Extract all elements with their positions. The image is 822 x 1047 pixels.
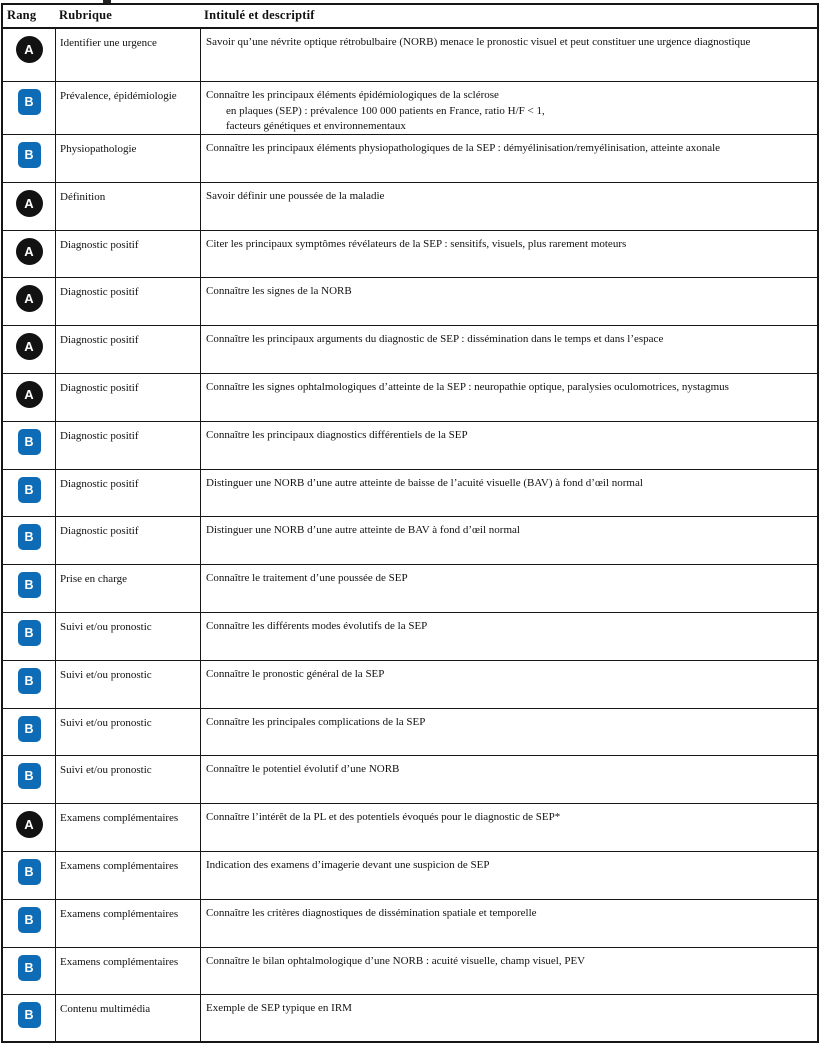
rank-cell bbox=[3, 326, 56, 373]
rubric-cell bbox=[56, 517, 201, 564]
description-cell bbox=[201, 422, 817, 469]
rubric-label: Diagnostic positif bbox=[60, 238, 139, 251]
description-cell bbox=[201, 613, 817, 660]
rubric-cell bbox=[56, 756, 201, 803]
description-line: Distinguer une NORB d’une autre atteinte de baisse de l’acuité visuelle (BAV) à fond d’œil normal bbox=[206, 476, 643, 489]
rank-cell bbox=[3, 183, 56, 230]
description-line: Connaître le potentiel évolutif d’une NORB bbox=[206, 763, 400, 776]
objectives-table bbox=[1, 3, 819, 1043]
rank-badge: B bbox=[18, 620, 41, 646]
rank-cell bbox=[3, 995, 56, 1043]
rubric-cell bbox=[56, 995, 201, 1043]
description-cell bbox=[201, 756, 817, 803]
rubric-cell bbox=[56, 661, 201, 708]
rank-badge: A bbox=[16, 285, 43, 312]
rank-cell bbox=[3, 709, 56, 756]
description-line: Connaître les critères diagnostiques de dissémination spatiale et temporelle bbox=[206, 906, 537, 919]
rank-cell bbox=[3, 948, 56, 995]
table-row bbox=[3, 852, 817, 900]
description-line: Indication des examens d’imagerie devant une suspicion de SEP bbox=[206, 858, 490, 871]
rubric-label: Contenu multimédia bbox=[60, 1003, 151, 1016]
rank-cell bbox=[3, 852, 56, 899]
rank-cell bbox=[3, 231, 56, 278]
rubric-cell bbox=[56, 278, 201, 325]
rank-cell bbox=[3, 422, 56, 469]
table-row bbox=[3, 661, 817, 709]
rubric-label: Examens complémentaires bbox=[60, 907, 179, 920]
rubric-cell bbox=[56, 422, 201, 469]
rubric-cell bbox=[56, 900, 201, 947]
table-row bbox=[3, 326, 817, 374]
rank-badge: B bbox=[18, 955, 41, 981]
rank-badge: B bbox=[18, 477, 41, 503]
rank-cell bbox=[3, 374, 56, 421]
rank-badge: A bbox=[16, 333, 43, 360]
rank-badge: B bbox=[18, 716, 41, 742]
description-cell bbox=[201, 374, 817, 421]
rubric-cell bbox=[56, 135, 201, 182]
rank-badge: B bbox=[18, 524, 41, 550]
rubric-label: Prévalence, épidémiologie bbox=[60, 90, 177, 102]
table-row bbox=[3, 756, 817, 804]
rank-cell bbox=[3, 278, 56, 325]
table-row bbox=[3, 29, 817, 82]
rank-badge: B bbox=[18, 668, 41, 694]
description-line: Distinguer une NORB d’une autre atteinte de BAV à fond d’œil normal bbox=[206, 524, 520, 537]
rank-cell bbox=[3, 517, 56, 564]
rubric-label: Examens complémentaires bbox=[60, 859, 179, 872]
table-row bbox=[3, 517, 817, 565]
rank-badge: B bbox=[18, 429, 41, 455]
table-row bbox=[3, 278, 817, 326]
description-line: Exemple de SEP typique en IRM bbox=[206, 1002, 352, 1015]
description-cell bbox=[201, 183, 817, 230]
table-header-row bbox=[3, 5, 817, 29]
rubric-cell bbox=[56, 613, 201, 660]
rubric-label: Examens complémentaires bbox=[60, 955, 179, 968]
rubric-cell bbox=[56, 231, 201, 278]
rank-cell bbox=[3, 82, 56, 134]
description-cell bbox=[201, 804, 817, 851]
description-cell bbox=[201, 852, 817, 899]
rubric-cell bbox=[56, 709, 201, 756]
rank-badge: B bbox=[18, 1002, 41, 1028]
description-line: en plaques (SEP) : prévalence 100 000 patients en France, ratio H/F < 1, bbox=[226, 104, 545, 117]
rubric-label: Diagnostic positif bbox=[60, 381, 139, 394]
rubric-label: Suivi et/ou pronostic bbox=[60, 716, 152, 729]
rank-badge: A bbox=[16, 190, 43, 217]
description-line: Savoir définir une poussée de la maladie bbox=[206, 189, 385, 202]
table-row bbox=[3, 709, 817, 757]
description-line: Connaître les signes de la NORB bbox=[206, 285, 352, 298]
description-cell bbox=[201, 995, 817, 1043]
description-line: Connaître les principaux éléments épidémiologiques de la sclérose bbox=[206, 89, 499, 101]
description-line: Connaître le bilan ophtalmologique d’une NORB : acuité visuelle, champ visuel, PEV bbox=[206, 954, 586, 967]
rubric-label: Suivi et/ou pronostic bbox=[60, 764, 152, 777]
rank-cell bbox=[3, 661, 56, 708]
description-cell bbox=[201, 948, 817, 995]
rubric-cell bbox=[56, 852, 201, 899]
rubric-label: Physiopathologie bbox=[60, 143, 137, 155]
rank-cell bbox=[3, 804, 56, 851]
description-line: Connaître les principaux diagnostics différentiels de la SEP bbox=[206, 428, 468, 441]
rubric-label: Diagnostic positif bbox=[60, 334, 139, 347]
rank-cell bbox=[3, 565, 56, 612]
rank-badge: B bbox=[18, 859, 41, 885]
rank-badge: B bbox=[18, 907, 41, 933]
description-line: facteurs génétiques et environnementaux bbox=[226, 120, 406, 132]
table-row bbox=[3, 995, 817, 1043]
rubric-label: Suivi et/ou pronostic bbox=[60, 620, 152, 633]
rubric-cell bbox=[56, 183, 201, 230]
description-line: Connaître le traitement d’une poussée de SEP bbox=[206, 572, 408, 585]
description-cell bbox=[201, 278, 817, 325]
description-cell bbox=[201, 82, 817, 134]
table-row bbox=[3, 613, 817, 661]
rubric-label: Identifier une urgence bbox=[60, 37, 157, 49]
rank-cell bbox=[3, 613, 56, 660]
header-rang: Rang bbox=[7, 8, 37, 22]
rank-cell bbox=[3, 470, 56, 517]
rubric-cell bbox=[56, 948, 201, 995]
rank-badge: B bbox=[18, 142, 41, 168]
description-line: Connaître les principaux arguments du diagnostic de SEP : dissémination dans le temps et dans l’espace bbox=[206, 333, 664, 346]
rubric-cell bbox=[56, 565, 201, 612]
table-row bbox=[3, 948, 817, 996]
table-row bbox=[3, 135, 817, 183]
rank-cell bbox=[3, 900, 56, 947]
table-row bbox=[3, 374, 817, 422]
table-row bbox=[3, 900, 817, 948]
rubric-cell bbox=[56, 82, 201, 134]
table-row bbox=[3, 804, 817, 852]
description-line: Citer les principaux symptômes révélateurs de la SEP : sensitifs, visuels, plus rarement moteurs bbox=[206, 237, 627, 250]
rank-cell bbox=[3, 135, 56, 182]
table-row bbox=[3, 82, 817, 135]
rubric-label: Diagnostic positif bbox=[60, 525, 139, 538]
rubric-cell bbox=[56, 470, 201, 517]
rubric-label: Examens complémentaires bbox=[60, 812, 179, 825]
table-body bbox=[3, 29, 817, 1043]
description-cell bbox=[201, 470, 817, 517]
table-row bbox=[3, 231, 817, 279]
description-cell bbox=[201, 517, 817, 564]
description-cell bbox=[201, 326, 817, 373]
description-line: Connaître les principaux éléments physiopathologiques de la SEP : démyélinisation/remyélinisation, atteinte axonale bbox=[206, 142, 721, 154]
rank-cell bbox=[3, 29, 56, 81]
description-cell bbox=[201, 661, 817, 708]
rank-badge: B bbox=[18, 572, 41, 598]
rank-cell bbox=[3, 756, 56, 803]
table-row bbox=[3, 422, 817, 470]
rubric-label: Définition bbox=[60, 190, 106, 203]
rank-badge: A bbox=[16, 811, 43, 838]
rubric-label: Diagnostic positif bbox=[60, 477, 139, 490]
table-row bbox=[3, 183, 817, 231]
rubric-cell bbox=[56, 374, 201, 421]
description-cell bbox=[201, 29, 817, 81]
rank-badge: A bbox=[16, 238, 43, 265]
description-cell bbox=[201, 565, 817, 612]
rubric-label: Diagnostic positif bbox=[60, 286, 139, 299]
header-rubrique: Rubrique bbox=[59, 8, 113, 22]
description-cell bbox=[201, 709, 817, 756]
table-row bbox=[3, 565, 817, 613]
rank-badge: B bbox=[18, 89, 41, 115]
header-intitule-et-descriptif: Intitulé et descriptif bbox=[204, 8, 315, 22]
description-cell bbox=[201, 231, 817, 278]
rubric-cell bbox=[56, 29, 201, 81]
rank-badge: B bbox=[18, 763, 41, 789]
table-row bbox=[3, 470, 817, 518]
rank-badge: A bbox=[16, 381, 43, 408]
rubric-cell bbox=[56, 804, 201, 851]
description-line: Connaître le pronostic général de la SEP bbox=[206, 667, 385, 680]
description-line: Savoir qu’une névrite optique rétrobulbaire (NORB) menace le pronostic visuel et peut constituer une urgence diagnostique bbox=[206, 36, 751, 48]
description-cell bbox=[201, 135, 817, 182]
rubric-cell bbox=[56, 326, 201, 373]
rubric-label: Prise en charge bbox=[60, 573, 127, 586]
rank-badge: A bbox=[16, 36, 43, 63]
rubric-label: Suivi et/ou pronostic bbox=[60, 668, 152, 681]
description-line: Connaître les signes ophtalmologiques d’atteinte de la SEP : neuropathie optique, paralysies oculomotrices, nystagmus bbox=[206, 380, 729, 393]
rubric-label: Diagnostic positif bbox=[60, 429, 139, 442]
description-line: Connaître les différents modes évolutifs de la SEP bbox=[206, 619, 428, 632]
description-line: Connaître l’intérêt de la PL et des potentiels évoqués pour le diagnostic de SEP* bbox=[206, 811, 561, 824]
description-cell bbox=[201, 900, 817, 947]
description-line: Connaître les principales complications de la SEP bbox=[206, 715, 426, 728]
